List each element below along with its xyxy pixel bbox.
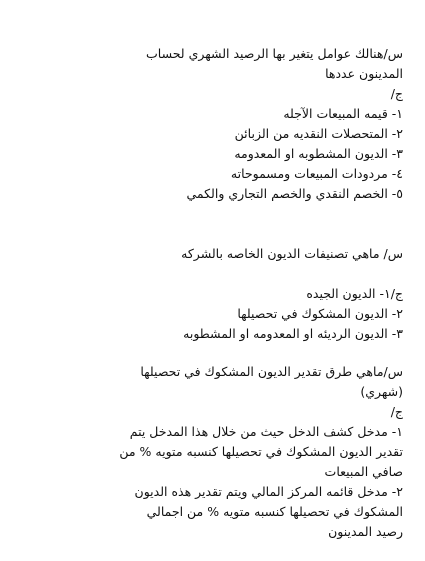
answer-2-item-1: ج/١- الديون الجيده xyxy=(306,286,403,301)
answer-3-item-1-line-3: صافي المبيعات xyxy=(324,464,403,479)
question-2-line-1: س/ ماهي تصنيفات الديون الخاصه بالشركه xyxy=(181,246,403,261)
answer-1-item-1: ١- قيمه المبيعات الآجله xyxy=(283,106,403,121)
answer-1-item-3: ٣- الديون المشطوبه او المعدومه xyxy=(234,146,403,161)
answer-3-item-2-line-3: رصيد المدينون xyxy=(328,524,403,539)
question-3-line-1: س/ماهي طرق تقدير الديون المشكوك في تحصيلها xyxy=(140,364,403,379)
answer-1-item-2: ٢- المتحصلات النقديه من الزبائن xyxy=(234,126,403,141)
answer-2-item-2: ٢- الديون المشكوك في تحصيلها xyxy=(237,306,403,321)
question-1-line-2: المدينون عددها xyxy=(325,66,403,81)
answer-1-item-4: ٤- مردودات المبيعات ومسموحاته xyxy=(230,166,403,181)
answer-3-item-1-line-2: تقدير الديون المشكوك في تحصيلها كنسبه متويه % من xyxy=(119,444,403,459)
answer-2-item-3: ٣- الديون الرديئه او المعدومه او المشطوبه xyxy=(183,326,403,341)
answer-3-item-2-line-2: المشكوك في تحصيلها كنسبه متويه % من اجمالي xyxy=(146,504,403,519)
answer-3-label: ج/ xyxy=(390,404,403,419)
answer-3-item-2-line-1: ٢- مدخل قائمه المركز المالي ويتم تقدير هذه الديون xyxy=(134,484,403,499)
answer-1-label: ج/ xyxy=(390,86,403,101)
answer-1-item-5: ٥- الخصم النقدي والخصم التجاري والكمي xyxy=(186,186,403,201)
answer-3-item-1-line-1: ١- مدخل كشف الدخل حيث من خلال هذا المدخل يتم xyxy=(129,424,403,439)
question-3-line-2: (شهري) xyxy=(360,384,403,399)
question-1-line-1: س/هنالك عوامل يتغير بها الرصيد الشهري لحساب xyxy=(146,46,403,61)
